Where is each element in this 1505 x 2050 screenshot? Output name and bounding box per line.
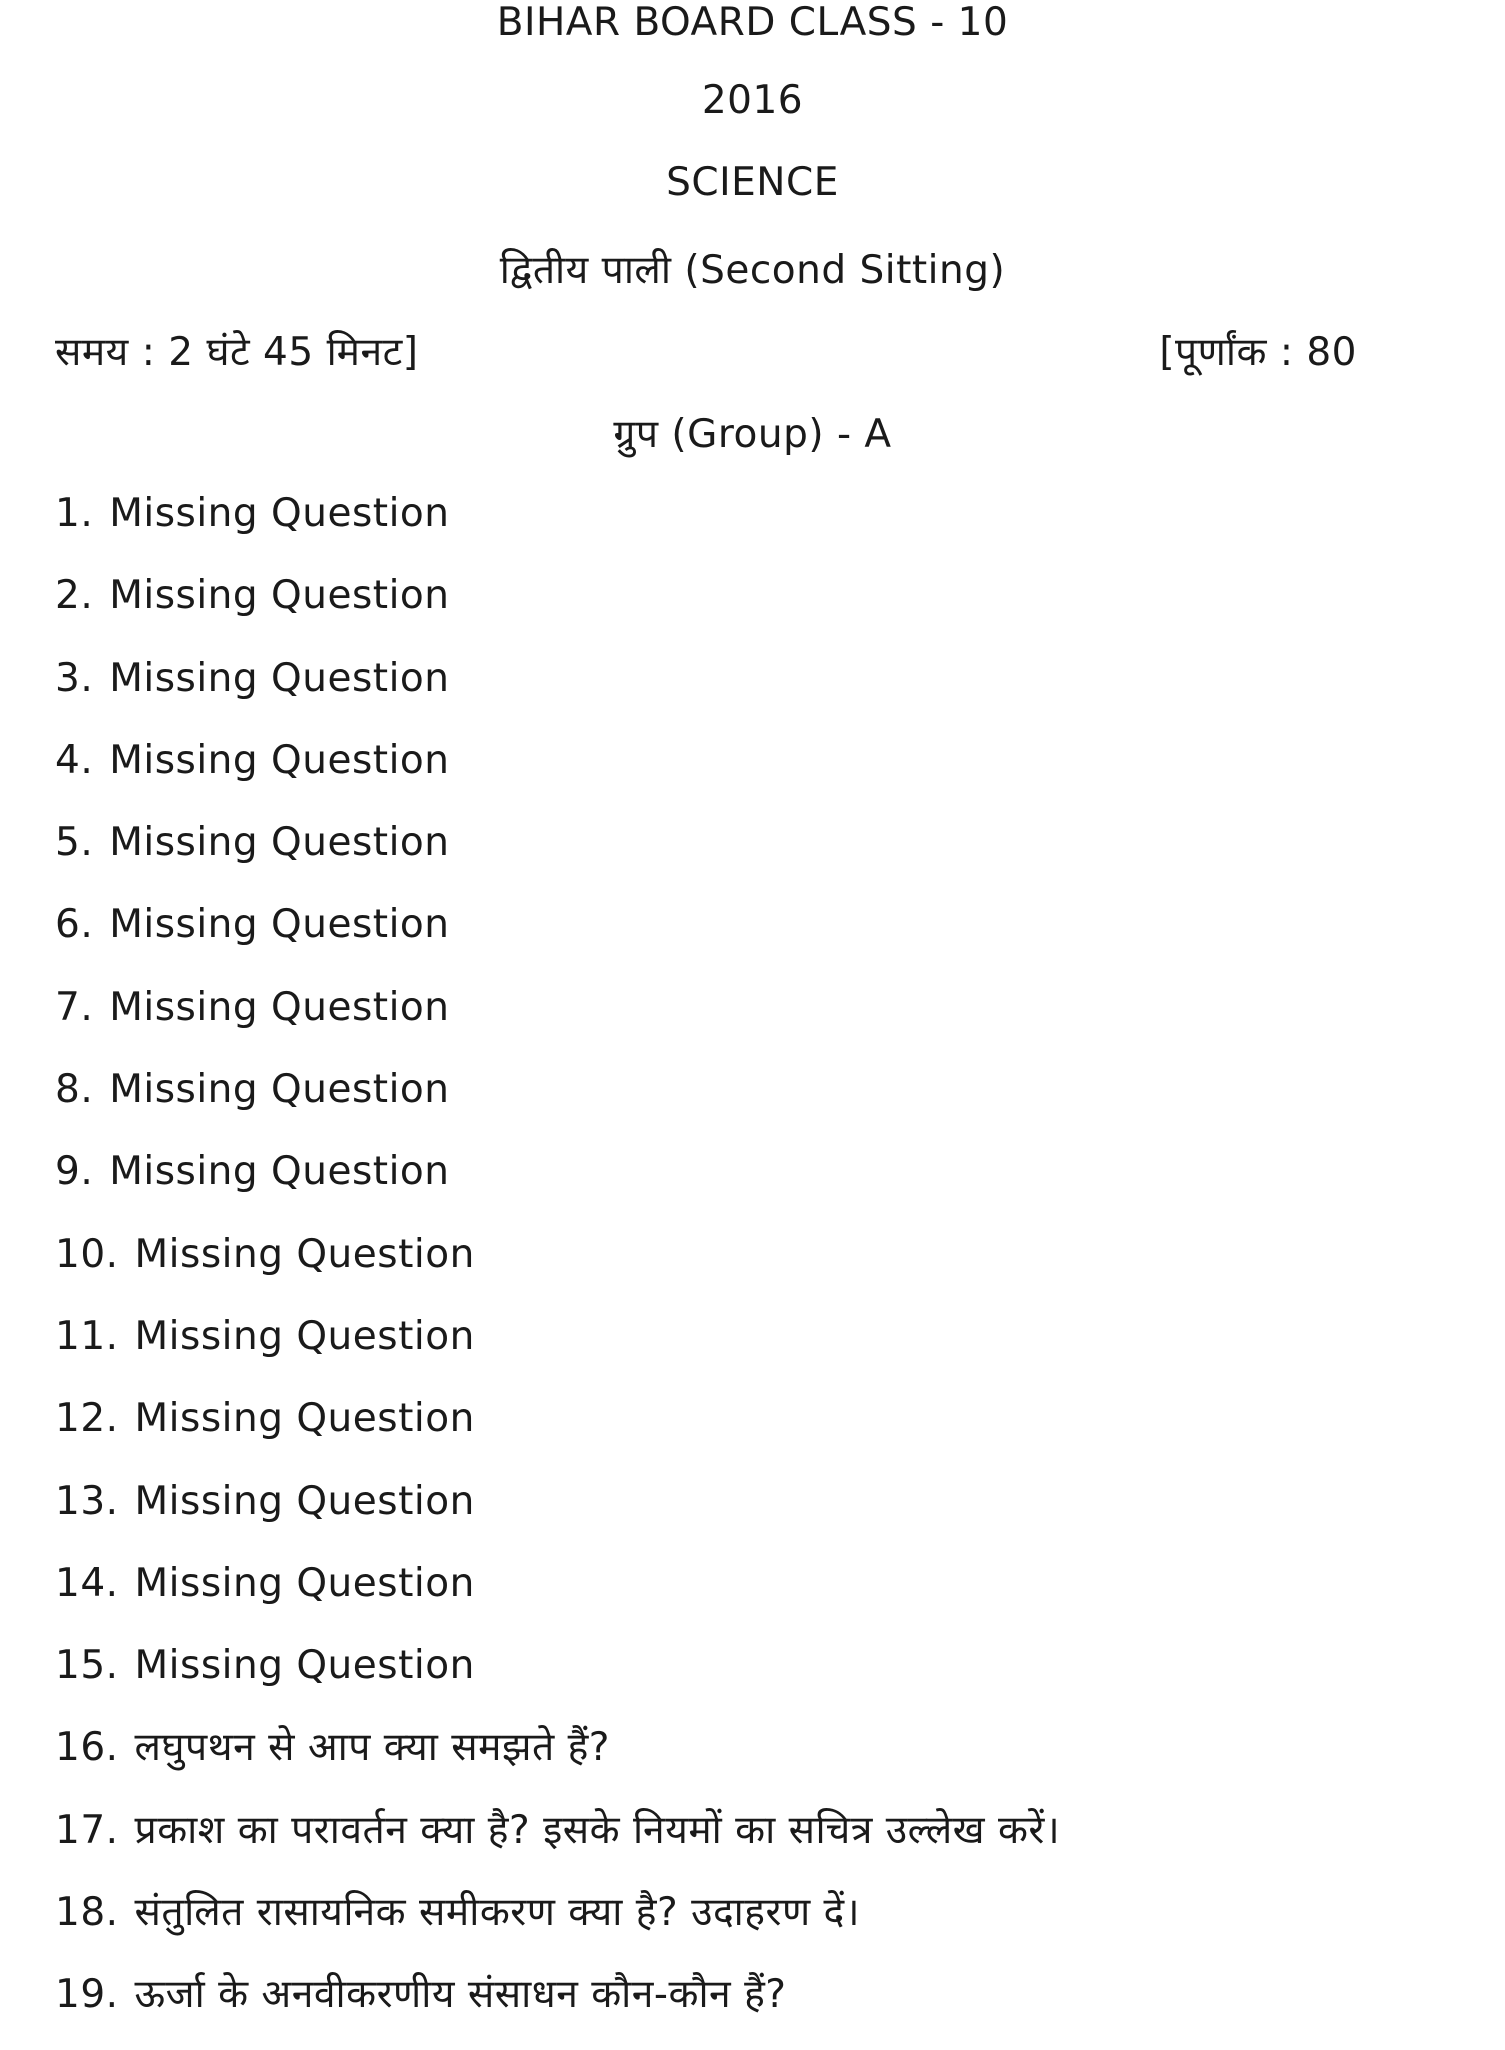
- question-item: [55, 486, 1060, 568]
- question-text: Missing Question: [109, 491, 450, 536]
- exam-year: 2016: [701, 78, 804, 123]
- question-item: [55, 1967, 1060, 2049]
- question-text: Missing Question: [109, 655, 450, 701]
- question-number: 8.: [55, 1067, 94, 1113]
- question-text: Missing Question: [134, 1396, 475, 1442]
- question-text: Missing Question: [134, 1231, 475, 1277]
- time-allowed: समय : 2 घंटे 45 मिनट]: [55, 330, 419, 375]
- question-number: 13.: [55, 1478, 119, 1524]
- question-list: [55, 486, 1060, 2050]
- question-number: 3.: [55, 655, 94, 701]
- question-number: 7.: [55, 984, 94, 1030]
- question-item: [55, 1720, 1060, 1802]
- question-text: Missing Question: [109, 1067, 450, 1113]
- question-text: प्रकाश का परावर्तन क्या है? इसके नियमों का सचित्र उल्लेख करें।: [134, 1807, 1061, 1853]
- question-item: [55, 651, 1060, 733]
- question-text: Missing Question: [134, 1643, 475, 1689]
- question-number: 9.: [55, 1149, 94, 1195]
- question-item: [55, 1885, 1060, 1967]
- question-number: 14.: [55, 1560, 119, 1606]
- question-number: 15.: [55, 1643, 119, 1689]
- question-number: 10.: [55, 1231, 119, 1277]
- question-text: लघुपथन से आप क्या समझते हैं?: [134, 1725, 610, 1771]
- question-number: 16.: [55, 1725, 119, 1771]
- sitting-label: द्वितीय पाली (Second Sitting): [499, 248, 1006, 293]
- question-number: 12.: [55, 1396, 119, 1442]
- question-item: [55, 1803, 1060, 1885]
- question-item: [55, 815, 1060, 897]
- question-text: Missing Question: [109, 820, 450, 866]
- question-item: [55, 1556, 1060, 1638]
- question-text: Missing Question: [109, 1149, 450, 1195]
- question-item: [55, 1144, 1060, 1226]
- question-item: [55, 1638, 1060, 1720]
- question-number: 2.: [55, 573, 94, 619]
- question-text: Missing Question: [134, 1478, 475, 1524]
- question-text: ऊर्जा के अनवीकरणीय संसाधन कौन-कौन हैं?: [134, 1972, 787, 2018]
- question-text: Missing Question: [134, 1313, 475, 1359]
- question-item: [55, 1062, 1060, 1144]
- question-item: [55, 733, 1060, 815]
- question-text: Missing Question: [109, 902, 450, 948]
- question-number: 18.: [55, 1890, 119, 1936]
- question-text: संतुलित रासायनिक समीकरण क्या है? उदाहरण दें।: [134, 1890, 861, 1936]
- question-item: [55, 980, 1060, 1062]
- question-item: [55, 897, 1060, 979]
- question-text: Missing Question: [109, 984, 450, 1030]
- question-number: 6.: [55, 902, 94, 948]
- section-title: ग्रुप (Group) - A: [613, 412, 892, 457]
- question-number: 17.: [55, 1807, 119, 1853]
- subject-title: SCIENCE: [666, 160, 839, 205]
- question-number: 1.: [55, 491, 94, 536]
- question-item: [55, 568, 1060, 650]
- question-text: Missing Question: [109, 737, 450, 783]
- question-number: 5.: [55, 820, 94, 866]
- question-item: [55, 1227, 1060, 1309]
- question-item: [55, 1309, 1060, 1391]
- board-title: BIHAR BOARD CLASS - 10: [496, 0, 1009, 45]
- question-number: 4.: [55, 737, 94, 783]
- question-text: Missing Question: [134, 1560, 475, 1606]
- question-number: 11.: [55, 1313, 119, 1359]
- question-item: [55, 1474, 1060, 1556]
- full-marks: [पूर्णांक : 80: [1159, 330, 1357, 375]
- question-item: [55, 1391, 1060, 1473]
- question-text: Missing Question: [109, 573, 450, 619]
- question-number: 19.: [55, 1972, 119, 2018]
